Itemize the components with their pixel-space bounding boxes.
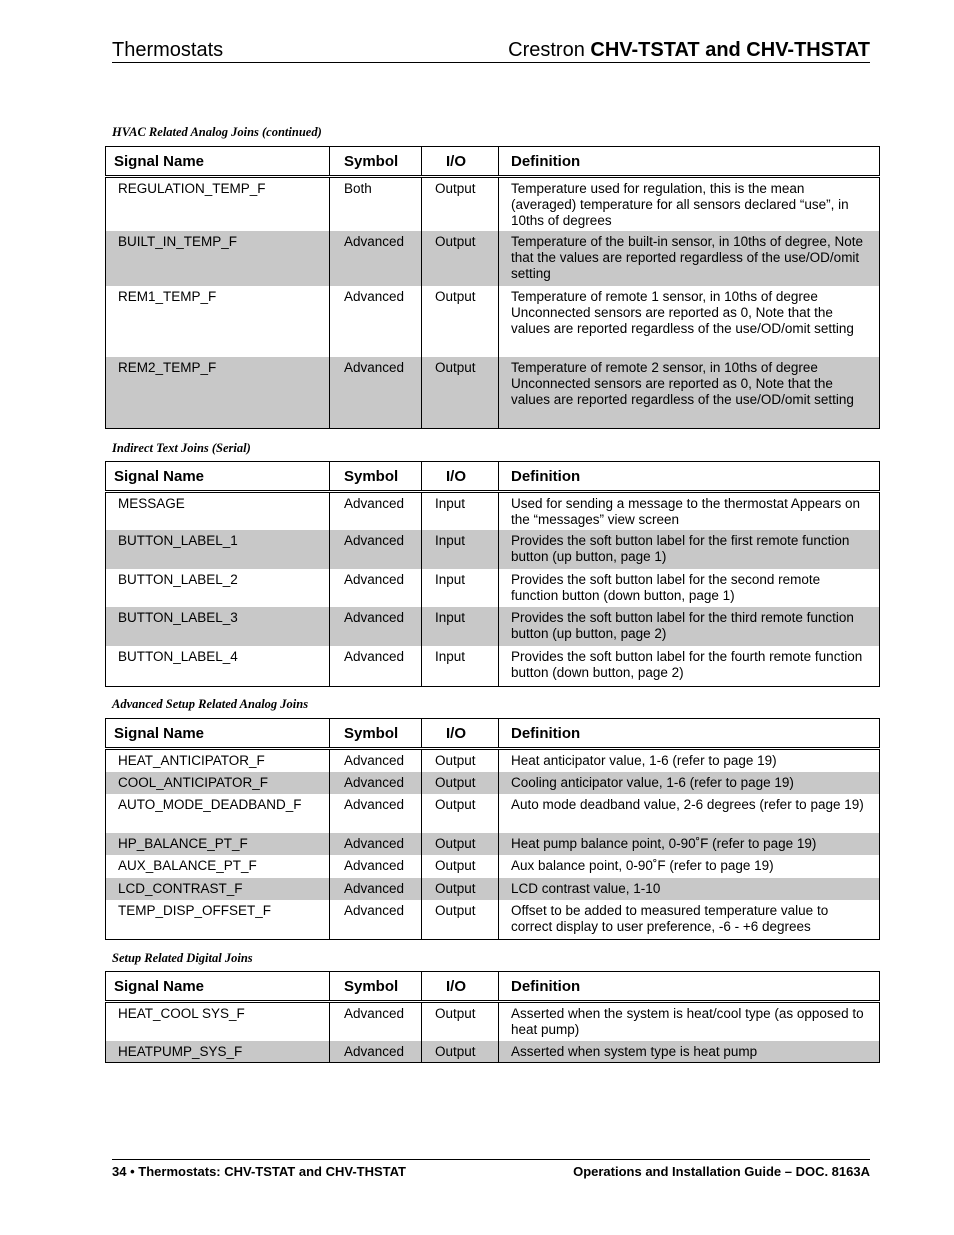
signal-name: HEATPUMP_SYS_F [106,1041,330,1063]
signal-name: LCD_CONTRAST_F [106,878,330,900]
col-header-symbol: Symbol [330,462,422,492]
io: Output [422,900,499,940]
signal-name: REGULATION_TEMP_F [106,177,330,232]
header-product: CHV-TSTAT and CHV-THSTAT [590,39,870,61]
io: Input [422,607,499,646]
signal-name: MESSAGE [106,492,330,531]
table-row [106,357,880,428]
table-row [106,833,880,855]
symbol: Advanced [330,855,422,878]
io: Output [422,1002,499,1041]
definition: Used for sending a message to the thermostat Appears on the “messages” view screen [499,492,880,531]
header-brand: Crestron [508,39,585,61]
table-advanced-setup-analog-joins [105,718,880,940]
io: Output [422,357,499,428]
footer-guide-title: Operations and Installation Guide – DOC. 8163A [573,1164,870,1179]
definition: Provides the soft button label for the second remote function button (down button, page 1) [499,569,880,607]
symbol: Advanced [330,900,422,940]
definition: Temperature of the built-in sensor, in 10ths of degree, Note that the values are reported regardless of the use/OD/omit setting [499,231,880,286]
table-row [106,530,880,569]
symbol: Advanced [330,772,422,794]
signal-name: AUX_BALANCE_PT_F [106,855,330,878]
col-header-io: I/O [422,719,499,749]
io: Output [422,878,499,900]
col-header-signal: Signal Name [106,719,330,749]
signal-name: BUTTON_LABEL_4 [106,646,330,686]
table-hvac-analog-joins [105,146,880,429]
section-caption-indirect-text: Indirect Text Joins (Serial) [112,441,251,455]
symbol: Advanced [330,607,422,646]
col-header-signal: Signal Name [106,147,330,177]
header-section-title: Thermostats [112,39,224,61]
col-header-symbol: Symbol [330,147,422,177]
table-header-row [106,719,880,749]
footer-left [112,1164,406,1179]
symbol: Advanced [330,794,422,833]
bullet-separator: • [130,1164,135,1179]
table-header-row [106,972,880,1002]
symbol: Advanced [330,286,422,357]
table-row [106,646,880,686]
symbol: Advanced [330,749,422,772]
signal-name: HEAT_ANTICIPATOR_F [106,749,330,772]
page-number: 34 [112,1164,127,1179]
table-header-row [106,147,880,177]
table-row [106,492,880,531]
table-row [106,231,880,286]
col-header-io: I/O [422,462,499,492]
definition: Offset to be added to measured temperature value to correct display to user preference, -6 - +6 degrees [499,900,880,940]
section-caption-setup-digital: Setup Related Digital Joins [112,951,253,965]
header-product-title [508,38,870,62]
definition: Heat anticipator value, 1-6 (refer to page 19) [499,749,880,772]
col-header-signal: Signal Name [106,462,330,492]
definition: Auto mode deadband value, 2-6 degrees (refer to page 19) [499,794,880,833]
definition: Asserted when system type is heat pump [499,1041,880,1063]
signal-name: HP_BALANCE_PT_F [106,833,330,855]
table-row [106,569,880,607]
io: Input [422,530,499,569]
signal-name: AUTO_MODE_DEADBAND_F [106,794,330,833]
table-row [106,878,880,900]
symbol: Advanced [330,231,422,286]
definition: Temperature used for regulation, this is the mean (averaged) temperature for all sensors declared “use”, in 10ths of degrees [499,177,880,232]
col-header-symbol: Symbol [330,719,422,749]
definition: Provides the soft button label for the first remote function button (up button, page 1) [499,530,880,569]
io: Output [422,1041,499,1063]
table-row [106,772,880,794]
table-row [106,855,880,878]
table-row [106,1041,880,1063]
col-header-definition: Definition [499,972,880,1002]
signal-name: BUTTON_LABEL_3 [106,607,330,646]
io: Output [422,855,499,878]
io: Output [422,833,499,855]
table-row [106,177,880,232]
symbol: Advanced [330,492,422,531]
signal-name: HEAT_COOL SYS_F [106,1002,330,1041]
col-header-signal: Signal Name [106,972,330,1002]
signal-name: COOL_ANTICIPATOR_F [106,772,330,794]
definition: Provides the soft button label for the fourth remote function button (down button, page 2) [499,646,880,686]
col-header-definition: Definition [499,719,880,749]
symbol: Both [330,177,422,232]
table-header-row [106,462,880,492]
col-header-definition: Definition [499,147,880,177]
section-caption-advanced-setup: Advanced Setup Related Analog Joins [112,697,309,711]
page-header [112,38,870,63]
section-caption-hvac: HVAC Related Analog Joins (continued) [112,125,322,139]
signal-name: REM1_TEMP_F [106,286,330,357]
symbol: Advanced [330,357,422,428]
definition: Temperature of remote 2 sensor, in 10ths of degree Unconnected sensors are reported as 0, Note that the values are reported regardless of the use/OD/omit setting [499,357,880,428]
signal-name: BUTTON_LABEL_2 [106,569,330,607]
col-header-io: I/O [422,147,499,177]
io: Output [422,772,499,794]
col-header-io: I/O [422,972,499,1002]
table-row [106,900,880,940]
table-row [106,749,880,772]
signal-name: REM2_TEMP_F [106,357,330,428]
symbol: Advanced [330,530,422,569]
definition: Temperature of remote 1 sensor, in 10ths of degree Unconnected sensors are reported as 0, Note that the values are reported regardless of the use/OD/omit setting [499,286,880,357]
table-row [106,286,880,357]
table-row [106,794,880,833]
table-indirect-text-joins [105,461,880,687]
io: Input [422,646,499,686]
io: Output [422,286,499,357]
definition: Provides the soft button label for the third remote function button (up button, page 2) [499,607,880,646]
definition: Cooling anticipator value, 1-6 (refer to page 19) [499,772,880,794]
definition: Aux balance point, 0-90˚F (refer to page 19) [499,855,880,878]
symbol: Advanced [330,833,422,855]
definition: Asserted when the system is heat/cool type (as opposed to heat pump) [499,1002,880,1041]
col-header-definition: Definition [499,462,880,492]
definition: LCD contrast value, 1-10 [499,878,880,900]
io: Input [422,569,499,607]
table-row [106,607,880,646]
io: Output [422,231,499,286]
signal-name: BUILT_IN_TEMP_F [106,231,330,286]
footer-doc-title: Thermostats: CHV-TSTAT and CHV-THSTAT [138,1164,406,1179]
io: Output [422,177,499,232]
symbol: Advanced [330,646,422,686]
table-row [106,1002,880,1041]
table-setup-digital-joins [105,971,880,1063]
definition: Heat pump balance point, 0-90˚F (refer to page 19) [499,833,880,855]
symbol: Advanced [330,569,422,607]
io: Input [422,492,499,531]
signal-name: BUTTON_LABEL_1 [106,530,330,569]
io: Output [422,794,499,833]
symbol: Advanced [330,878,422,900]
page-footer [112,1159,870,1180]
symbol: Advanced [330,1041,422,1063]
io: Output [422,749,499,772]
signal-name: TEMP_DISP_OFFSET_F [106,900,330,940]
col-header-symbol: Symbol [330,972,422,1002]
symbol: Advanced [330,1002,422,1041]
